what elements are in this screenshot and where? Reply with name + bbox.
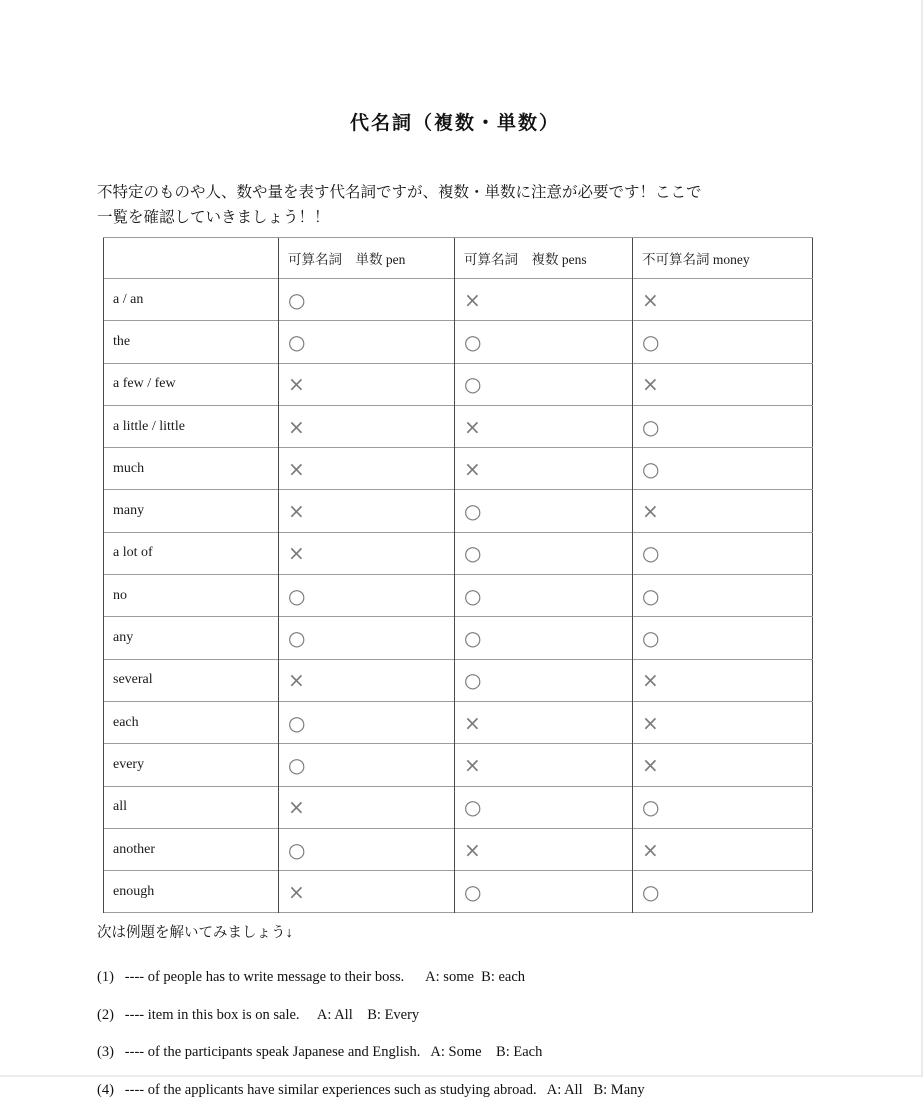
table-row	[104, 321, 813, 363]
mark-symbol: ×	[288, 499, 305, 524]
mark-symbol: ○	[464, 626, 482, 651]
table-row	[104, 575, 813, 617]
row-label: the	[104, 321, 279, 363]
intro-line-2: 一覧を確認していきましょう！！	[97, 209, 330, 226]
row-label: a lot of	[104, 532, 279, 574]
mark-symbol: ×	[642, 287, 659, 312]
row-label: enough	[104, 871, 279, 913]
mark-symbol: ○	[288, 287, 306, 312]
mark-symbol: ×	[464, 456, 481, 481]
mark-symbol: ×	[288, 414, 305, 439]
question-4: (4) ---- of the applicants have similar experiences such as studying abroad. A: All B: Many	[97, 1081, 645, 1098]
mark-symbol: ○	[288, 752, 306, 777]
table-row	[104, 871, 813, 913]
row-label: every	[104, 744, 279, 786]
mark-symbol: ○	[642, 626, 660, 651]
mark-symbol: ○	[288, 837, 306, 862]
mark-symbol: ×	[288, 372, 305, 397]
mark-symbol: ○	[464, 583, 482, 608]
mark-symbol: ○	[642, 583, 660, 608]
mark-symbol: ×	[642, 499, 659, 524]
table-row	[104, 701, 813, 743]
pronoun-plural-singular-table	[103, 237, 813, 913]
table-row	[104, 363, 813, 405]
mark-symbol: ×	[288, 795, 305, 820]
mark-symbol: ×	[464, 837, 481, 862]
mark-symbol: ×	[642, 837, 659, 862]
table-row	[104, 532, 813, 574]
table-row	[104, 786, 813, 828]
table-row	[104, 279, 813, 321]
mark-symbol: ×	[642, 668, 659, 693]
question-3: (3) ---- of the participants speak Japanese and English. A: Some B: Each	[97, 1044, 543, 1061]
example-questions	[97, 969, 813, 1098]
table-row	[104, 405, 813, 447]
mark-symbol: ×	[288, 879, 305, 904]
mark-symbol: ×	[464, 752, 481, 777]
mark-symbol: ×	[288, 668, 305, 693]
row-label: all	[104, 786, 279, 828]
mark-symbol: ○	[464, 499, 482, 524]
mark-symbol: ○	[642, 329, 660, 354]
row-label: another	[104, 828, 279, 870]
mark-symbol: ○	[642, 879, 660, 904]
mark-symbol: ○	[464, 372, 482, 397]
mark-symbol: ○	[288, 626, 306, 651]
mark-symbol: ○	[642, 541, 660, 566]
question-2: (2) ---- item in this box is on sale. A: All B: Every	[97, 1006, 420, 1023]
table-row	[104, 490, 813, 532]
table-row	[104, 744, 813, 786]
question-1: (1) ---- of people has to write message to their boss. A: some B: each	[97, 969, 526, 986]
mark-symbol: ×	[288, 456, 305, 481]
row-label: a few / few	[104, 363, 279, 405]
table-row	[104, 617, 813, 659]
header-countable-singular: 可算名詞 単数 pen	[279, 238, 455, 279]
intro-paragraph	[97, 180, 813, 230]
table-row	[104, 828, 813, 870]
page-content	[97, 0, 813, 1119]
row-label: many	[104, 490, 279, 532]
mark-symbol: ○	[464, 879, 482, 904]
row-label: several	[104, 659, 279, 701]
row-label: a little / little	[104, 405, 279, 447]
row-label: each	[104, 701, 279, 743]
mark-symbol: ○	[642, 414, 660, 439]
mark-symbol: ○	[288, 329, 306, 354]
page-title: 代名詞（複数・単数）	[349, 113, 560, 134]
mark-symbol: ×	[464, 414, 481, 439]
row-label: much	[104, 448, 279, 490]
header-empty	[104, 238, 279, 279]
mark-symbol: ○	[464, 541, 482, 566]
mark-symbol: ×	[642, 710, 659, 735]
table-caption: 次は例題を解いてみましょう↓	[97, 925, 293, 942]
header-countable-plural: 可算名詞 複数 pens	[455, 238, 633, 279]
mark-symbol: ○	[288, 583, 306, 608]
row-label: any	[104, 617, 279, 659]
table-row	[104, 659, 813, 701]
mark-symbol: ×	[642, 752, 659, 777]
mark-symbol: ×	[464, 710, 481, 735]
table-row	[104, 448, 813, 490]
row-label: no	[104, 575, 279, 617]
header-uncountable: 不可算名詞 money	[633, 238, 813, 279]
mark-symbol: ×	[288, 541, 305, 566]
mark-symbol: ○	[288, 710, 306, 735]
mark-symbol: ○	[464, 329, 482, 354]
mark-symbol: ○	[464, 668, 482, 693]
mark-symbol: ○	[642, 795, 660, 820]
table-header-row	[104, 238, 813, 279]
mark-symbol: ○	[464, 795, 482, 820]
intro-line-1: 不特定のものや人、数や量を表す代名詞ですが、複数・単数に注意が必要です！ここで	[97, 184, 702, 201]
row-label: a / an	[104, 279, 279, 321]
mark-symbol: ○	[642, 456, 660, 481]
mark-symbol: ×	[642, 372, 659, 397]
mark-symbol: ×	[464, 287, 481, 312]
